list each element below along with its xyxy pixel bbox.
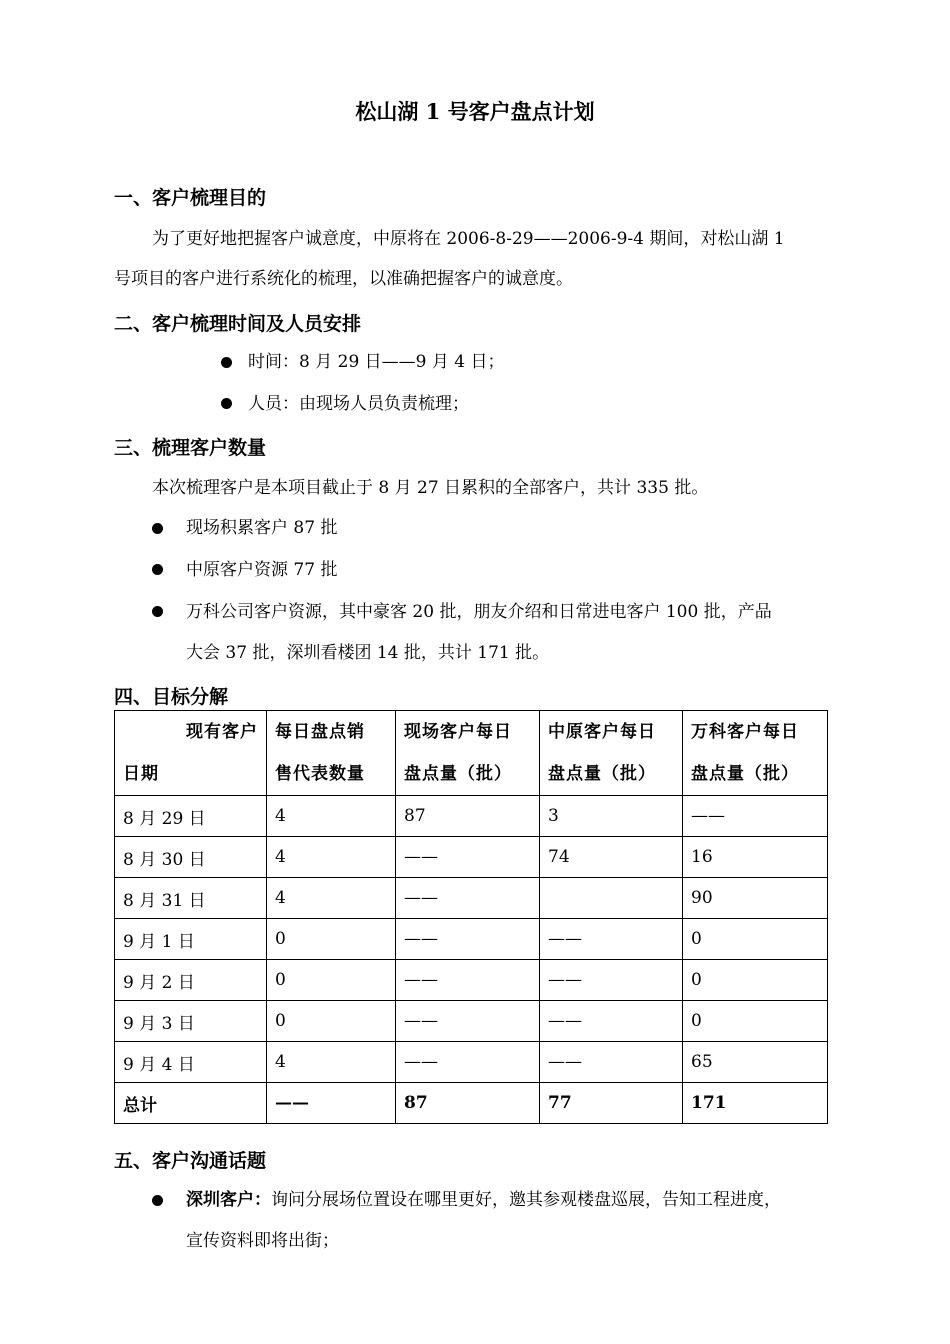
header-sales-reps-top: 每日盘点销 <box>275 722 365 742</box>
cell-sales-reps: 4 <box>267 796 396 837</box>
bullet-icon <box>221 398 232 409</box>
section4-heading: 四、目标分解 <box>114 686 229 708</box>
cell-vanke: —— <box>683 796 828 837</box>
cell-date: 9 月 1 日 <box>115 919 267 960</box>
customer-count-vanke-line2: 大会 37 批，深圳看楼团 14 批，共计 171 批。 <box>186 643 550 663</box>
table-row <box>115 1042 828 1083</box>
bullet-icon <box>152 523 163 534</box>
customer-count-onsite: 现场积累客户 87 批 <box>186 518 338 538</box>
cell-centaline <box>540 878 683 919</box>
header-date-bottom: 日期 <box>123 764 159 784</box>
cell-onsite: —— <box>396 878 540 919</box>
schedule-time: 时间：8 月 29 日——9 月 4 日； <box>248 352 505 372</box>
cell-sales-reps: 0 <box>267 919 396 960</box>
table-row <box>115 960 828 1001</box>
section1-line1: 为了更好地把握客户诚意度，中原将在 2006-8-29——2006-9-4 期间，对松山湖 1 <box>152 229 785 249</box>
table-row <box>115 796 828 837</box>
cell-sales-reps: 0 <box>267 960 396 1001</box>
cell-vanke: 0 <box>683 1001 828 1042</box>
cell-vanke: 0 <box>683 919 828 960</box>
cell-centaline: —— <box>540 1042 683 1083</box>
talking-point-text: 询问分展场位置设在哪里更好，邀其参观楼盘巡展，告知工程进度， <box>271 1190 781 1210</box>
cell-date: 8 月 30 日 <box>115 837 267 878</box>
cell-onsite: —— <box>396 960 540 1001</box>
table-row <box>115 1001 828 1042</box>
section1-line2: 号项目的客户进行系统化的梳理，以准确把握客户的诚意度。 <box>114 269 573 289</box>
bullet-icon <box>152 606 163 617</box>
header-vanke-top: 万科客户每日 <box>691 722 799 742</box>
cell-onsite: —— <box>396 1001 540 1042</box>
header-sales-reps <box>267 711 396 796</box>
cell-vanke: 65 <box>683 1042 828 1083</box>
cell-date: 9 月 2 日 <box>115 960 267 1001</box>
bullet-icon <box>152 564 163 575</box>
cell-centaline: —— <box>540 960 683 1001</box>
section1-heading: 一、客户梳理目的 <box>114 187 267 209</box>
cell-vanke: 0 <box>683 960 828 1001</box>
table-total-row <box>115 1083 828 1124</box>
header-date <box>115 711 267 796</box>
customer-count-centaline: 中原客户资源 77 批 <box>186 560 338 580</box>
cell-date: 8 月 31 日 <box>115 878 267 919</box>
cell-date: 9 月 3 日 <box>115 1001 267 1042</box>
header-vanke-bottom: 盘点量（批） <box>691 764 799 784</box>
cell-vanke: 16 <box>683 837 828 878</box>
header-centaline-bottom: 盘点量（批） <box>548 764 656 784</box>
cell-sales-reps: 4 <box>267 837 396 878</box>
cell-sales-reps: 4 <box>267 878 396 919</box>
cell-onsite: —— <box>396 837 540 878</box>
header-onsite-top: 现场客户每日 <box>404 722 512 742</box>
total-onsite: 87 <box>396 1083 540 1124</box>
cell-onsite: —— <box>396 919 540 960</box>
table-row <box>115 878 828 919</box>
section3-intro: 本次梳理客户是本项目截止于 8 月 27 日累积的全部客户，共计 335 批。 <box>152 478 709 498</box>
talking-point-shenzhen-line1 <box>186 1190 781 1210</box>
total-label: 总计 <box>115 1083 267 1124</box>
talking-point-label: 深圳客户： <box>186 1190 271 1210</box>
total-sales-reps: —— <box>267 1083 396 1124</box>
customer-count-vanke-line1: 万科公司客户资源，其中豪客 20 批，朋友介绍和日常进电客户 100 批，产品 <box>186 602 772 622</box>
table-header-row <box>115 711 828 796</box>
cell-centaline: —— <box>540 919 683 960</box>
cell-sales-reps: 0 <box>267 1001 396 1042</box>
header-onsite-bottom: 盘点量（批） <box>404 764 512 784</box>
cell-date: 9 月 4 日 <box>115 1042 267 1083</box>
header-centaline <box>540 711 683 796</box>
cell-sales-reps: 4 <box>267 1042 396 1083</box>
section3-heading: 三、梳理客户数量 <box>114 437 267 459</box>
cell-date: 8 月 29 日 <box>115 796 267 837</box>
bullet-icon <box>152 1195 163 1206</box>
page-title: 松山湖 1 号客户盘点计划 <box>355 99 595 124</box>
cell-vanke: 90 <box>683 878 828 919</box>
cell-centaline: 74 <box>540 837 683 878</box>
bullet-icon <box>221 357 232 368</box>
cell-centaline: 3 <box>540 796 683 837</box>
header-date-top: 现有客户 <box>186 722 258 742</box>
table-row <box>115 837 828 878</box>
section5-heading: 五、客户沟通话题 <box>114 1150 267 1172</box>
cell-onsite: —— <box>396 1042 540 1083</box>
table-row <box>115 919 828 960</box>
header-vanke <box>683 711 828 796</box>
target-table <box>114 710 828 1124</box>
header-centaline-top: 中原客户每日 <box>548 722 656 742</box>
talking-point-shenzhen-line2: 宣传资料即将出街； <box>186 1231 339 1251</box>
header-onsite <box>396 711 540 796</box>
total-centaline: 77 <box>540 1083 683 1124</box>
header-sales-reps-bottom: 售代表数量 <box>275 764 365 784</box>
schedule-staff: 人员：由现场人员负责梳理； <box>248 394 469 414</box>
section2-heading: 二、客户梳理时间及人员安排 <box>114 313 362 335</box>
cell-centaline: —— <box>540 1001 683 1042</box>
total-vanke: 171 <box>683 1083 828 1124</box>
cell-onsite: 87 <box>396 796 540 837</box>
